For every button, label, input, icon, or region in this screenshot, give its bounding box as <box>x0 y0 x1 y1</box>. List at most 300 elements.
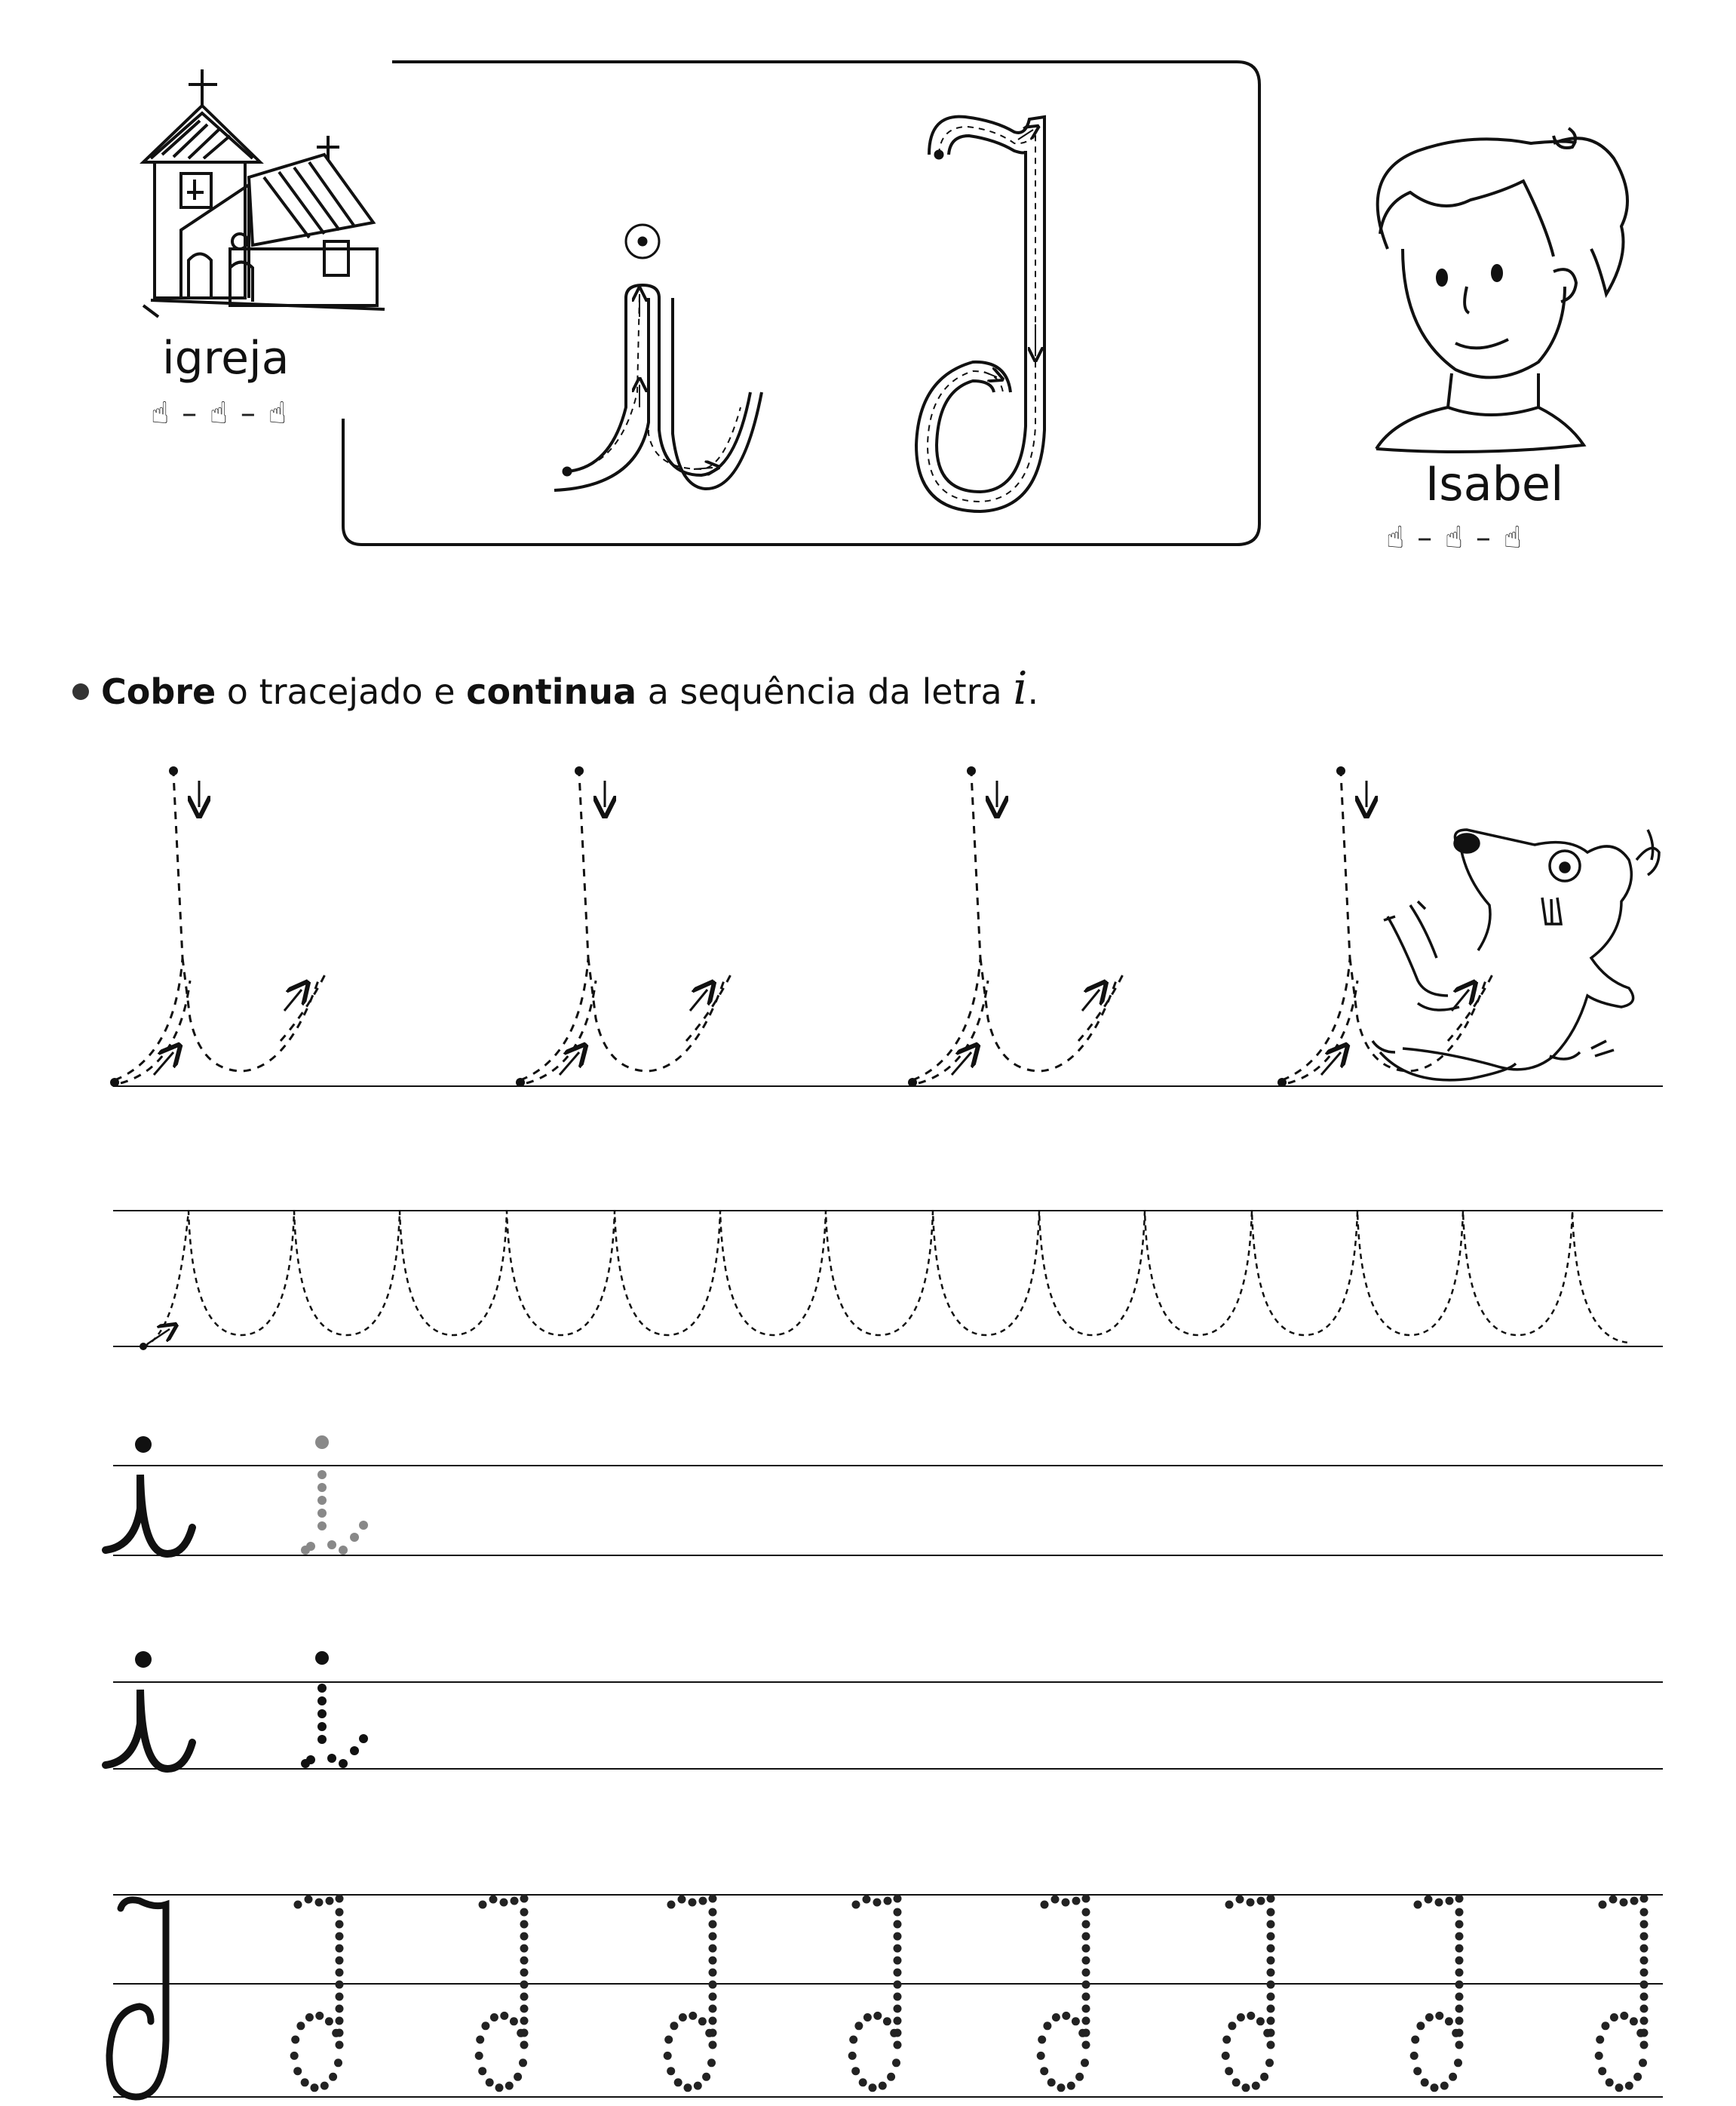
dot <box>1595 2052 1603 2060</box>
bullet-icon <box>72 683 89 700</box>
dot <box>1445 2017 1453 2025</box>
dot <box>520 1933 529 1941</box>
dot <box>520 1945 529 1953</box>
dot <box>305 1896 313 1904</box>
dot <box>317 1509 327 1518</box>
dot <box>694 2082 702 2090</box>
dot <box>894 1957 902 1965</box>
dot <box>1037 2052 1045 2060</box>
dot <box>1247 2012 1255 2020</box>
dot <box>709 2005 717 2013</box>
row1-end-dot <box>110 1078 119 1087</box>
dot <box>1225 2067 1233 2075</box>
row1-letter-i <box>516 766 732 1087</box>
dot <box>1043 2022 1051 2030</box>
dot <box>709 1933 717 1941</box>
dot <box>1082 1957 1090 1965</box>
dot <box>851 2067 860 2075</box>
church-word: igreja <box>162 332 290 385</box>
mouse-icon <box>1373 830 1659 1080</box>
dot <box>1636 2029 1645 2037</box>
dot <box>1265 2058 1274 2067</box>
dot <box>510 2017 518 2025</box>
dot <box>359 1521 368 1530</box>
dot <box>1260 2073 1268 2081</box>
dot <box>1416 2022 1425 2030</box>
dot <box>854 2022 863 2030</box>
dot <box>336 1920 344 1929</box>
dot <box>321 2082 329 2090</box>
row3-model-i <box>106 1436 192 1554</box>
dot <box>1082 2017 1090 2025</box>
dot <box>315 2012 324 2020</box>
dot <box>317 1722 327 1731</box>
dot <box>336 2005 344 2013</box>
letters-box <box>343 62 1259 545</box>
dot <box>1247 1899 1255 1907</box>
dot <box>709 1945 717 1953</box>
dot <box>336 1895 344 1903</box>
instruction-text <box>72 662 1038 715</box>
dot <box>325 2017 333 2025</box>
dot <box>317 1521 327 1530</box>
dot <box>478 2067 486 2075</box>
dot <box>1222 2052 1230 2060</box>
dot <box>852 1901 860 1909</box>
dot <box>301 2078 309 2086</box>
row1-arrow-up <box>560 1052 579 1075</box>
dot <box>505 2082 514 2090</box>
dot <box>1435 1899 1443 1907</box>
dot <box>305 2013 314 2022</box>
dot <box>500 1899 508 1907</box>
dot <box>1455 1933 1464 1941</box>
row1-letter-i <box>110 766 326 1087</box>
dot <box>674 2078 682 2086</box>
dot <box>475 2052 483 2060</box>
dot <box>495 2083 504 2092</box>
dot <box>894 1895 902 1903</box>
row5-dotted-j <box>848 1895 902 2092</box>
dot <box>1228 2022 1236 2030</box>
dot <box>1252 2082 1260 2090</box>
large-letter-j-model <box>916 117 1044 511</box>
dot <box>1625 2082 1633 2090</box>
dot <box>1411 2036 1419 2044</box>
dot <box>684 2083 692 2092</box>
dot <box>709 1993 717 2001</box>
dot <box>1040 2067 1048 2075</box>
dot <box>317 1470 327 1479</box>
dot <box>873 1899 882 1907</box>
dot <box>1454 2058 1462 2067</box>
row5-dotted-j <box>475 1895 529 2092</box>
dot <box>336 1933 344 1941</box>
dot <box>290 2052 299 2060</box>
dot <box>1081 2058 1089 2067</box>
girl-icon <box>1376 128 1627 452</box>
instruction-letter: i <box>1013 662 1028 715</box>
dot <box>869 2083 877 2092</box>
dot <box>1640 1945 1649 1953</box>
church-icon <box>143 69 385 317</box>
dot <box>1455 1957 1464 1965</box>
row1-end-dot <box>1277 1078 1287 1087</box>
dot <box>1267 1969 1275 1977</box>
dot <box>336 1908 344 1917</box>
dot <box>709 1895 717 1903</box>
row5-dotted-j <box>1410 1895 1464 2092</box>
dot <box>350 1533 359 1542</box>
row1-letter-i <box>1277 766 1493 1087</box>
dot <box>1057 2083 1066 2092</box>
dot <box>1446 1897 1454 1905</box>
dot <box>1256 2017 1265 2025</box>
dot <box>1041 1901 1049 1909</box>
row4-dotted-i <box>301 1651 368 1768</box>
row1-arrow-up <box>1321 1052 1341 1075</box>
row1-arrow-right <box>690 990 707 1011</box>
dot <box>1267 1908 1275 1917</box>
dot <box>1263 2029 1271 2037</box>
dot <box>1051 1896 1060 1904</box>
dot <box>486 2078 494 2086</box>
dot <box>1599 1901 1607 1909</box>
row1-arrow-right <box>284 990 302 1011</box>
dot <box>1421 2078 1429 2086</box>
dot <box>336 2041 344 2049</box>
dot <box>1082 1993 1090 2001</box>
dot <box>1596 2036 1604 2044</box>
dot <box>894 1969 902 1977</box>
dot <box>1598 2067 1606 2075</box>
dot <box>1225 1901 1234 1909</box>
dot <box>1267 2041 1275 2049</box>
church-syllable-claps: ☝ – ☝ – ☝ <box>151 396 288 431</box>
dot <box>1267 1957 1275 1965</box>
dot <box>689 1899 697 1907</box>
dot <box>1082 2041 1090 2049</box>
dot <box>709 1969 717 1977</box>
dot <box>894 1993 902 2001</box>
large-letter-i-model <box>554 225 762 490</box>
dot <box>1410 2052 1419 2060</box>
dot <box>879 2082 887 2090</box>
dot <box>894 1981 902 1989</box>
dot <box>863 2013 872 2022</box>
dot <box>1640 2005 1649 2013</box>
dot <box>894 2017 902 2025</box>
dot <box>702 2073 710 2081</box>
dot <box>859 2078 867 2086</box>
dot <box>481 2022 489 2030</box>
dot <box>317 1684 327 1693</box>
dot <box>883 2017 891 2025</box>
dot <box>1082 1908 1090 1917</box>
dot <box>1640 1981 1649 1989</box>
dot <box>1640 2017 1649 2025</box>
dot <box>892 2058 900 2067</box>
dot <box>1640 1993 1649 2001</box>
dot <box>894 1933 902 1941</box>
dot <box>336 1981 344 1989</box>
dot <box>873 2012 882 2020</box>
dot <box>1449 2073 1457 2081</box>
dot <box>1267 1895 1275 1903</box>
dot <box>1640 1908 1649 1917</box>
dot <box>1425 1896 1433 1904</box>
dot <box>894 2041 902 2049</box>
dot <box>1606 2078 1614 2086</box>
dot <box>1455 1920 1464 1929</box>
girl-word: Isabel <box>1425 456 1564 511</box>
dot <box>1620 1899 1628 1907</box>
dot <box>1047 2078 1056 2086</box>
dot <box>291 2036 299 2044</box>
dot <box>709 1981 717 1989</box>
row2-start-arrow <box>147 1329 170 1344</box>
row5-model-j <box>109 1900 166 2097</box>
dot <box>1236 1896 1244 1904</box>
dot <box>1455 2017 1464 2025</box>
dot <box>339 1546 348 1555</box>
row1-start-dot <box>169 766 178 775</box>
row1-arrow-up <box>952 1052 971 1075</box>
dot <box>490 2013 498 2022</box>
dot <box>336 1993 344 2001</box>
dot <box>894 1920 902 1929</box>
row5-dotted-j <box>1222 1895 1275 2092</box>
dot <box>679 2013 687 2022</box>
row1-start-dot <box>575 766 584 775</box>
dot <box>1067 2082 1075 2090</box>
row2-loop-path <box>143 1211 1629 1346</box>
row2-dashed-loops <box>143 1211 1629 1346</box>
dot <box>519 2058 527 2067</box>
dot <box>1082 1895 1090 1903</box>
dot <box>1615 2083 1624 2092</box>
dot <box>884 1897 892 1905</box>
dot <box>329 2073 337 2081</box>
dot <box>517 2029 525 2037</box>
dot <box>327 1540 336 1549</box>
dot <box>514 2073 522 2081</box>
row1-start-dot <box>967 766 976 775</box>
dot <box>327 1754 336 1763</box>
dot <box>1237 2013 1245 2022</box>
dot <box>359 1734 368 1743</box>
row1-dashed-letters <box>110 766 1493 1087</box>
dot <box>317 1496 327 1505</box>
dot <box>339 1759 348 1768</box>
dot <box>699 1897 707 1905</box>
dot <box>332 2029 340 2037</box>
dot <box>520 1981 529 1989</box>
dot <box>1455 1993 1464 2001</box>
row5-dotted-j <box>1037 1895 1090 2092</box>
dot <box>520 1957 529 1965</box>
row2-start-dot <box>140 1343 147 1350</box>
dot <box>667 1901 676 1909</box>
dot <box>1452 2029 1460 2037</box>
dot <box>301 1759 310 1768</box>
dot <box>520 1969 529 1977</box>
dot <box>511 1897 519 1905</box>
dot <box>336 2017 344 2025</box>
dot <box>334 2058 342 2067</box>
dot <box>520 1920 529 1929</box>
dot <box>1082 1920 1090 1929</box>
dot <box>1601 2022 1609 2030</box>
dot <box>667 2067 675 2075</box>
dot <box>1640 1933 1649 1941</box>
dot <box>326 1897 334 1905</box>
dot <box>1414 1901 1422 1909</box>
dot <box>1267 1981 1275 1989</box>
instruction-mid1: o tracejado e <box>216 671 467 712</box>
dot <box>848 2052 857 2060</box>
dot <box>709 1920 717 1929</box>
dot <box>709 2041 717 2049</box>
dot <box>317 1735 327 1744</box>
dot <box>350 1746 359 1755</box>
dot <box>1640 1969 1649 1977</box>
dot <box>1609 1896 1618 1904</box>
dot <box>500 2012 508 2020</box>
dot <box>1425 2013 1434 2022</box>
row1-start-dot <box>1336 766 1345 775</box>
dot <box>311 2083 319 2092</box>
dot <box>664 2052 672 2060</box>
dot <box>1082 1933 1090 1941</box>
dot <box>1242 2083 1250 2092</box>
dot <box>887 2073 895 2081</box>
dot <box>1455 1895 1464 1903</box>
dot <box>1075 2073 1084 2081</box>
dot <box>1062 2012 1070 2020</box>
dot <box>894 2005 902 2013</box>
dot <box>520 1908 529 1917</box>
dot <box>317 1696 327 1705</box>
instruction-cobre: Cobre <box>101 671 216 712</box>
dot <box>1630 1897 1639 1905</box>
dot <box>707 2058 716 2067</box>
dot <box>336 1969 344 1977</box>
girl-syllable-claps: ☝ – ☝ – ☝ <box>1386 520 1523 555</box>
row5-dotted-j <box>664 1895 717 2092</box>
dot <box>709 2017 717 2025</box>
dot <box>1038 2036 1046 2044</box>
dot <box>705 2029 713 2037</box>
dot <box>1455 2005 1464 2013</box>
dot <box>1630 2017 1638 2025</box>
dot <box>520 1895 529 1903</box>
dot <box>1232 2078 1241 2086</box>
dot <box>294 1901 302 1909</box>
dot <box>863 1896 871 1904</box>
row1-end-dot <box>516 1078 525 1087</box>
instruction-end: . <box>1027 671 1039 712</box>
dot <box>894 1945 902 1953</box>
row5-dotted-j <box>1595 1895 1649 2092</box>
dot <box>1082 1981 1090 1989</box>
dot <box>1082 1945 1090 1953</box>
dot <box>698 2017 707 2025</box>
dot <box>315 1899 324 1907</box>
dot <box>1413 2067 1422 2075</box>
dot <box>670 2022 678 2030</box>
dot <box>1082 1969 1090 1977</box>
dot <box>1640 1957 1649 1965</box>
dot <box>293 2067 302 2075</box>
dot <box>520 2005 529 2013</box>
dot <box>1222 2036 1231 2044</box>
row1-end-dot <box>908 1078 917 1087</box>
dot <box>1072 1897 1081 1905</box>
dot <box>1267 1993 1275 2001</box>
row3-dotted-i <box>301 1435 368 1555</box>
row1-letter-i <box>908 766 1124 1087</box>
dot <box>520 1993 529 2001</box>
dot <box>890 2029 898 2037</box>
row1-arrow-right <box>1082 990 1100 1011</box>
dot <box>1455 1969 1464 1977</box>
dot <box>1633 2073 1642 2081</box>
dot <box>1455 1908 1464 1917</box>
dot <box>1620 2012 1628 2020</box>
dot <box>476 2036 484 2044</box>
dot <box>678 1896 686 1904</box>
dot <box>336 1945 344 1953</box>
dot <box>317 1709 327 1718</box>
dot <box>1440 2082 1449 2090</box>
dot <box>301 1546 310 1555</box>
dot <box>1267 1933 1275 1941</box>
dot <box>1267 1945 1275 1953</box>
dot <box>709 1908 717 1917</box>
dot <box>1062 1899 1070 1907</box>
instruction-continua: continua <box>466 671 637 712</box>
instruction-mid2: a sequência da letra <box>636 671 1014 712</box>
dot <box>1455 1981 1464 1989</box>
dot <box>1639 2058 1647 2067</box>
dot <box>689 2012 697 2020</box>
dot <box>1257 1897 1265 1905</box>
dot <box>489 1896 498 1904</box>
dot <box>709 1957 717 1965</box>
dot <box>1431 2083 1439 2092</box>
dot <box>1267 1920 1275 1929</box>
dot <box>1455 2041 1464 2049</box>
row5-dotted-j <box>290 1895 344 2092</box>
dot <box>317 1483 327 1492</box>
dot <box>1640 1895 1649 1903</box>
dot <box>1267 2017 1275 2025</box>
row1-arrow-up <box>154 1052 173 1075</box>
dot <box>664 2036 673 2044</box>
dot <box>1435 2012 1443 2020</box>
row5-dotted-j-group <box>290 1895 1649 2092</box>
dot <box>1052 2013 1060 2022</box>
dot <box>520 2041 529 2049</box>
dot <box>1267 2005 1275 2013</box>
dot <box>1072 2017 1080 2025</box>
dot <box>296 2022 305 2030</box>
dot <box>849 2036 857 2044</box>
dot <box>1610 2013 1618 2022</box>
dot <box>1082 2005 1090 2013</box>
row4-model-i <box>106 1651 192 1769</box>
